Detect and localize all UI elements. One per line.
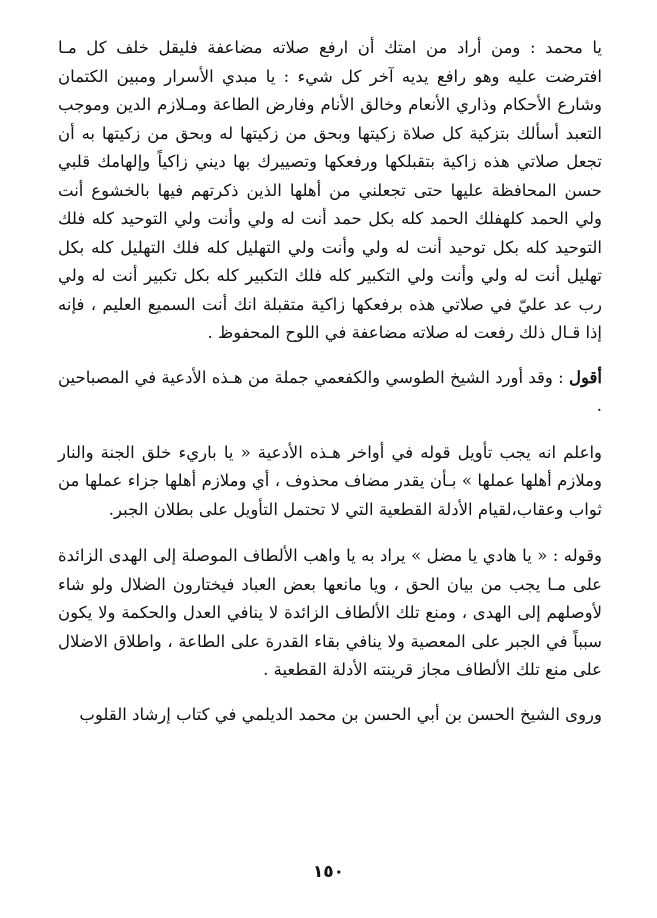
paragraph-guidance bbox=[58, 542, 602, 685]
paragraph-text: واعلم انه يجب تأويل قوله في أواخر هـذه الأدعية « يا باريء خلق الجنة والنار وملازم أهلها عملها » بـأن يقدر مضاف محذوف ، أي وملازم أهلها جزاء عملها من ثواب وعقاب،لقيام الأدلة القطعية التي لا تحتمل التأويل على بطلان الجبر. bbox=[58, 442, 602, 519]
paragraph-prayer bbox=[58, 34, 602, 348]
paragraph-text: : وقد أورد الشيخ الطوسي والكفعمي جملة من هـذه الأدعية في المصباحين . bbox=[58, 367, 602, 415]
paragraph-text: وقوله : « يا هادي يا مضل » يراد به يا واهب الألطاف الموصلة إلى الهدى الزائدة على مـا يجب من بيان الحق ، ويا مانعها بعض العباد فيختارون الضلال ولو شاء لأوصلهم إلى الهدى ، ومنع تلك الألطاف الزائدة لا ينافي العدل والحكمة ولا يكون سبباً في الجبر على المعصية ولا ينافي بقاء القدرة على الطاعة ، واطلاق الاضلال على منع تلك الألطاف مجاز قرينته الأدلة القطعية . bbox=[58, 546, 602, 679]
paragraph-commentary bbox=[58, 364, 602, 421]
paragraph-text: وروى الشيخ الحسن بن أبي الحسن بن محمد الديلمي في كتاب إرشاد القلوب bbox=[79, 704, 602, 724]
page-number: ١٥٠ bbox=[312, 862, 345, 882]
paragraph-text: يا محمد : ومن أراد من امتك أن ارفع صلاته مضاعفة فليقل خلف كل مـا افترضت عليه وهو رافع يديه آخر كل شيء : يا مبدي الأسرار ومبين الكتمان وشارع الأحكام وذاري الأنعام وخالق الأنام وفارض الطاعة ومـلازم الدين وموجب التعبد أسألك بتزكية كل صلاة زكيتها وبحق من زكيتها له وبحق من زكيتها به أن تجعل صلاتي هذه زاكية بتقبلكها ورفعكها وتصييرك بها ديني زاكياً وإلهامك قلبي حسن المحافظة عليها حتى تجعلني من أهلها الذين ذكرتهم فيها بالخشوع أنت ولي الحمد كلهفلك الحمد كله بكل حمد أنت له ولي وأنت ولي التوحيد كله فلك التوحيد كله بكل توحيد أنت له ولي وأنت ولي التهليل كله فلك التهليل كله بكل تهليل أنت له ولي وأنت ولي التكبير كله فلك التكبير كله بكل تكبير أنت له ولي رب عد عليّ في صلاتي هذه برفعكها زاكية متقبلة انك أنت السميع العليم ، فإنه إذا قـال ذلك رفعت له صلاته مضاعفة في اللوح المحفوظ . bbox=[58, 38, 602, 342]
paragraph-interpretation bbox=[58, 439, 602, 525]
paragraph-lead-word: أقول bbox=[569, 367, 602, 387]
paragraph-narration bbox=[58, 701, 602, 730]
